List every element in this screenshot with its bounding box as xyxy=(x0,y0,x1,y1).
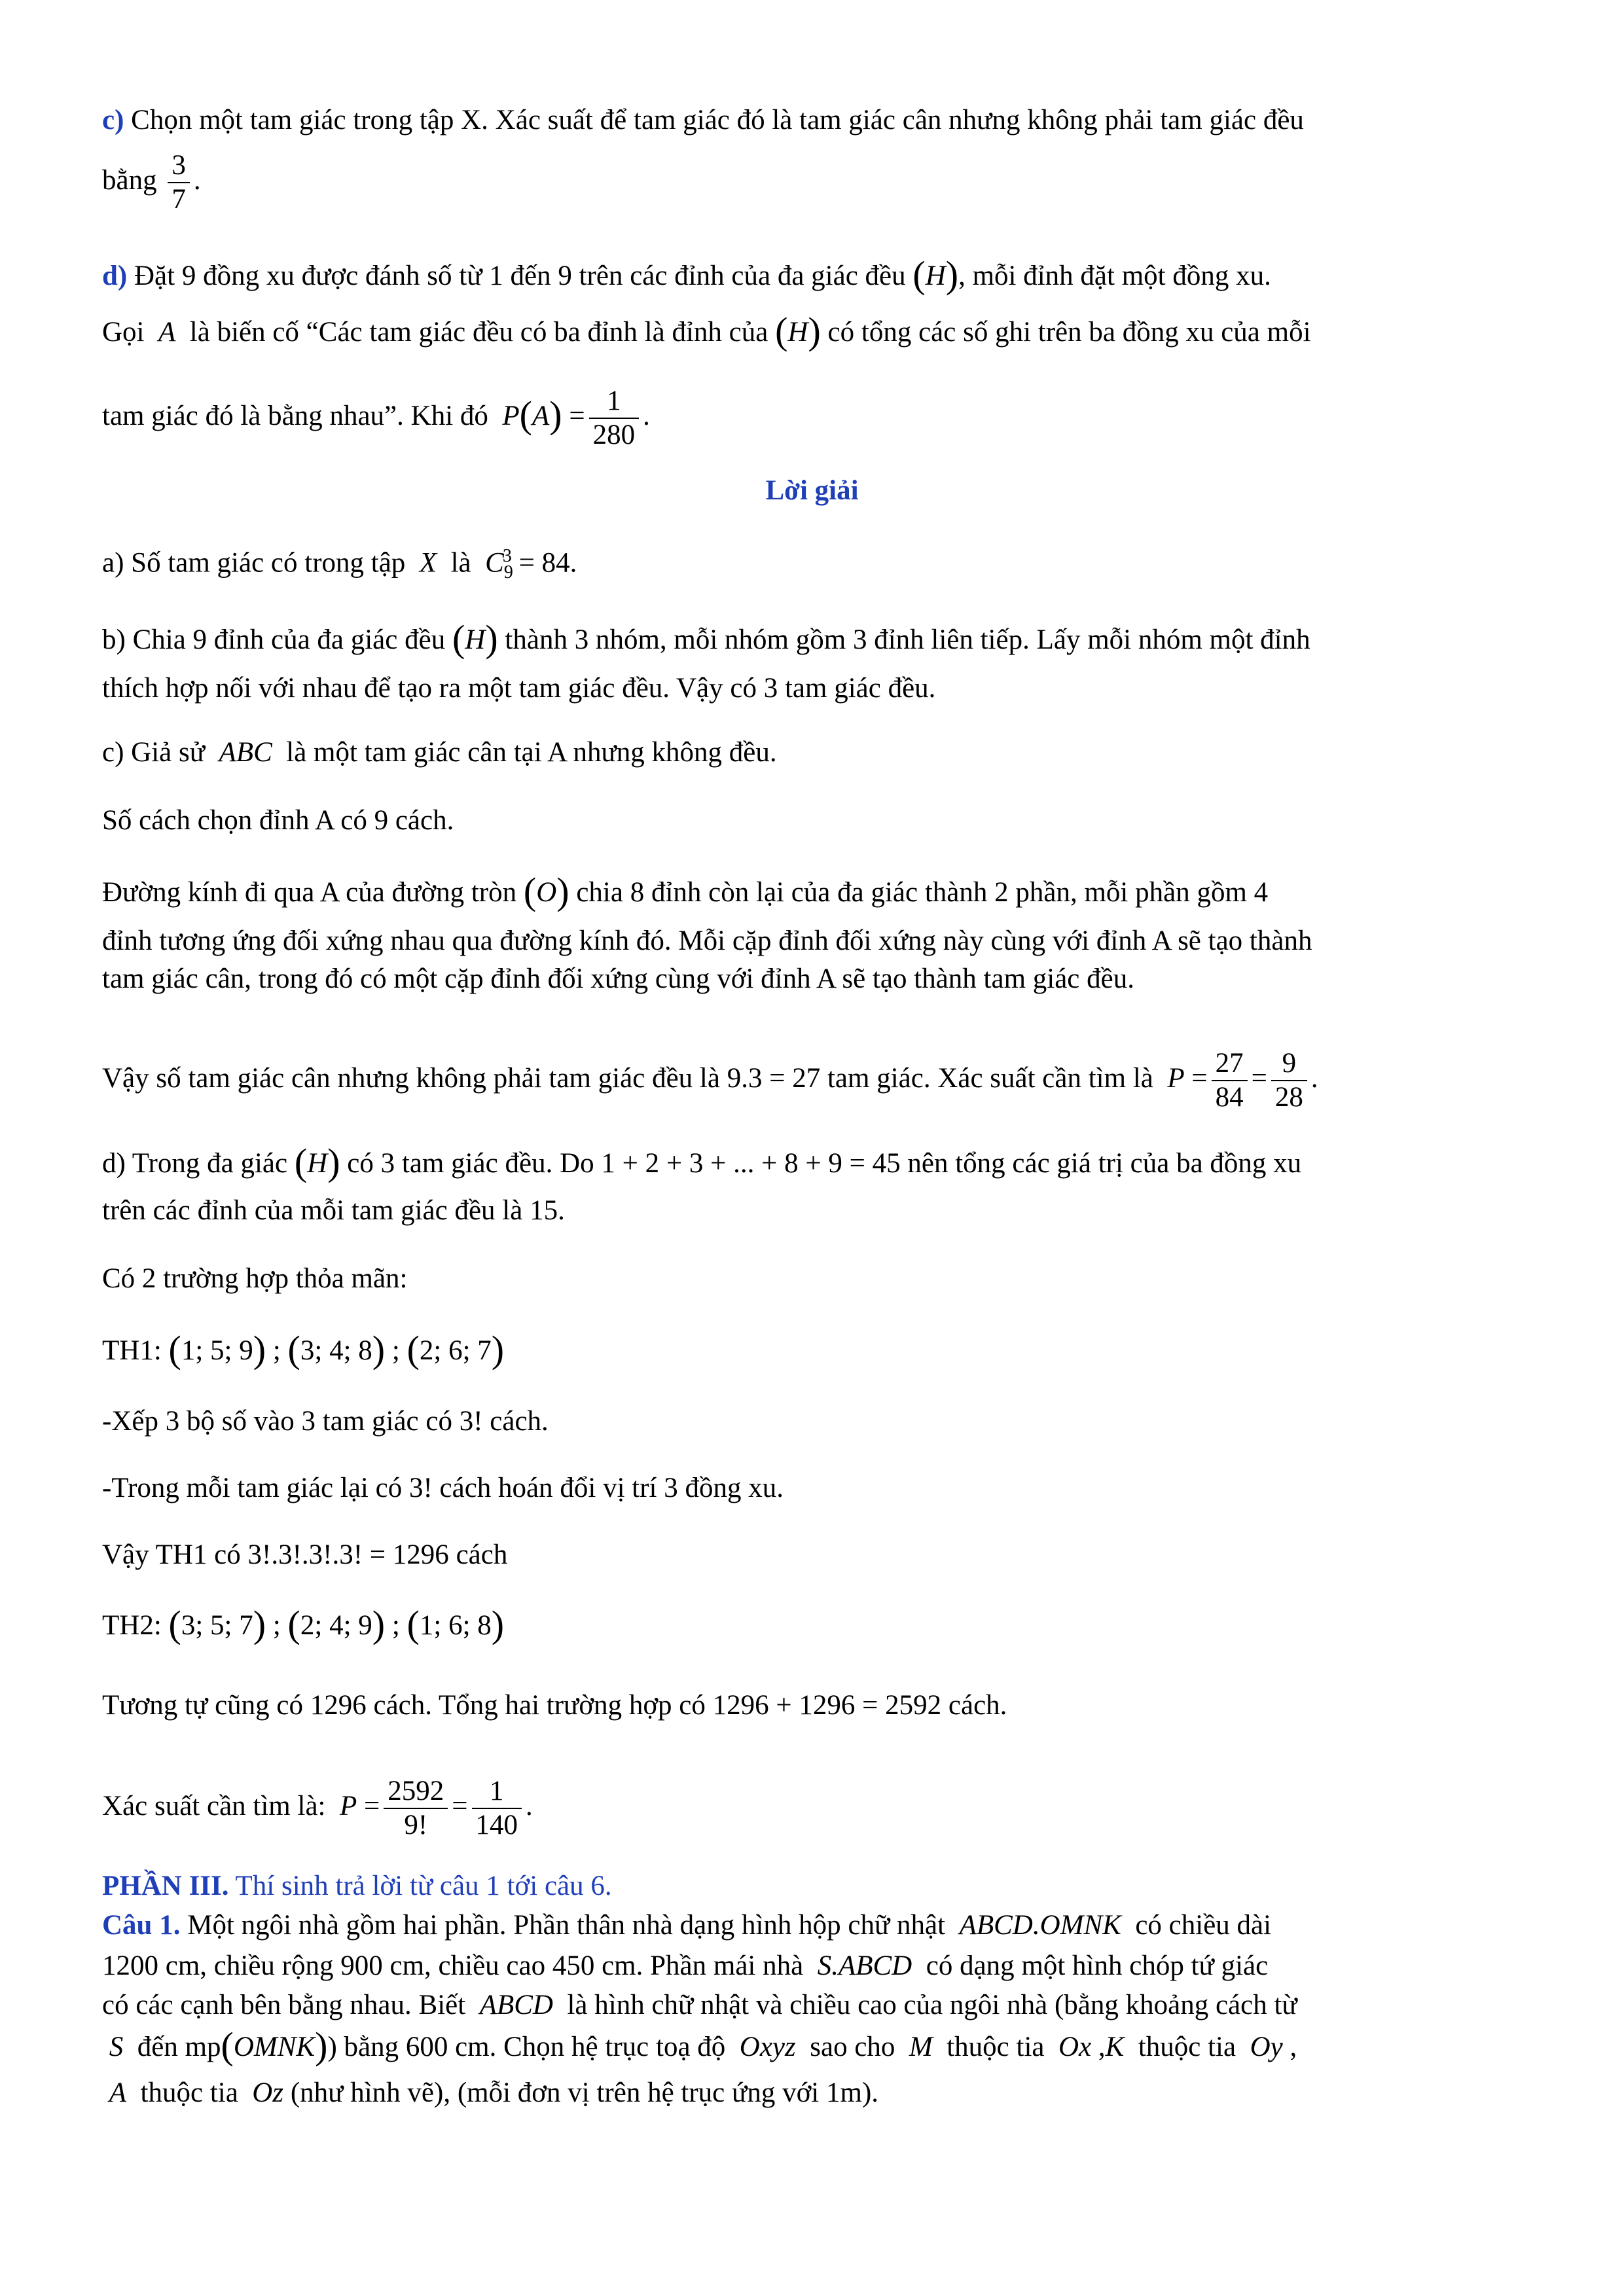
fraction-3-7 xyxy=(168,149,190,216)
cau1-width-label: , chiều rộng xyxy=(200,1950,334,1981)
part-d-khi-do: tam giác đó là bằng nhau”. Khi đó xyxy=(102,400,488,431)
part-d-goi: Gọi xyxy=(102,317,145,348)
part-3-label: PHẦN III. xyxy=(102,1871,229,1901)
part-d-sum: có tổng các số ghi trên ba đồng xu của mỗi xyxy=(827,317,1311,348)
fraction-27-84 xyxy=(1212,1047,1248,1114)
part-d-text-a: Đặt 9 đồng xu được đánh số từ 1 đến 9 trên các đỉnh của đa giác đều xyxy=(134,260,906,291)
sol-c-prob-text: tam giác. Xác suất cần tìm là xyxy=(827,1062,1153,1094)
cau1-sao-cho: sao cho xyxy=(810,2032,895,2062)
sol-d-th1-total-end: cách xyxy=(456,1539,508,1570)
frac-den: 28 xyxy=(1274,1082,1303,1113)
cau1-tia-1: thuộc tia xyxy=(947,2032,1045,2062)
part-c-line-2 xyxy=(102,149,201,216)
frac-num: 1 xyxy=(589,385,640,419)
cau1-length: 1200 xyxy=(102,1950,158,1981)
frac-num: 3 xyxy=(168,149,190,183)
sol-d-line-6: -Trong mỗi tam giác lại có 3! cách hoán đổi vị trí 3 đồng xu. xyxy=(102,1473,784,1503)
cau1-roof-text: có dạng một hình chóp tứ giác xyxy=(926,1950,1269,1981)
fraction-1-280 xyxy=(589,385,640,452)
frac-den: 280 xyxy=(592,420,636,450)
sol-d-total-expr: 1296 + 1296 = 2592 xyxy=(712,1690,942,1721)
cau1-line-4: S đến mp(OMNK)) bằng 600 cm. Chọn hệ trục toạ độ Oxyz sao cho M thuộc tia Ox ,K thuộc tia Oy , xyxy=(102,2024,1297,2067)
sol-d-sum-expr: 1 + 2 + 3 + ... + 8 + 9 = 45 xyxy=(601,1148,901,1179)
sol-d-line-3: Có 2 trường hợp thỏa mãn: xyxy=(102,1263,408,1294)
cau1-roof-label: . Phần mái nhà xyxy=(636,1950,804,1981)
frac-den: 9! xyxy=(404,1810,428,1840)
fraction-2592-9fact xyxy=(384,1775,448,1842)
part-d-text-b: , mỗi đỉnh đặt một đồng xu. xyxy=(958,260,1271,291)
sol-d-text-a: d) Trong đa giác xyxy=(102,1148,288,1179)
frac-num: 9 xyxy=(1271,1047,1307,1081)
cau1-width: 900 xyxy=(340,1950,383,1981)
part-d-line-2: Gọi A là biến cố “Các tam giác đều có ba đỉnh là đỉnh của (H) có tổng các số ghi trên ba đồng xu của mỗi xyxy=(102,310,1311,352)
frac-num: 2592 xyxy=(384,1775,448,1809)
part-c-label: c) xyxy=(102,105,124,135)
sol-c-circle-text: Đường kính đi qua A của đường tròn xyxy=(102,877,517,908)
part-c-prefix: bằng xyxy=(102,164,157,196)
sol-d-arrange-text: -Xếp 3 bộ số vào 3 tam giác có xyxy=(102,1406,452,1437)
th2-label: TH2: xyxy=(102,1610,162,1641)
solution-heading-text: Lời giải xyxy=(765,475,859,506)
sol-d-line-7 xyxy=(102,1537,507,1573)
sol-c-line-5: tam giác cân, trong đó có một cặp đỉnh đối xứng cùng với đỉnh A sẽ tạo thành tam giác đều. xyxy=(102,963,1134,994)
cau1-height: 450 xyxy=(552,1950,595,1981)
sol-b-text-b: thành 3 nhóm, mỗi nhóm gồm 3 đỉnh liên tiếp. Lấy mỗi nhóm một đỉnh xyxy=(505,624,1310,655)
sol-c-text-a: c) Giả sử xyxy=(102,737,206,768)
sol-a-mid: là xyxy=(450,547,471,579)
th1-label: TH1: xyxy=(102,1335,162,1366)
fraction-1-140 xyxy=(472,1775,522,1842)
sol-c-count-expr: 9.3 = 27 xyxy=(727,1062,821,1094)
sol-d-prob-text: Xác suất cần tìm là: xyxy=(102,1790,326,1821)
sol-a-text: a) Số tam giác có trong tập xyxy=(102,547,406,579)
cau1-label: Câu 1. xyxy=(102,1910,181,1941)
sol-d-th1-total-expr: 3!.3!.3!.3! = 1296 xyxy=(247,1539,449,1570)
cau1-text-d: là hình chữ nhật và chiều cao của ngôi nhà (bằng khoảng cách từ xyxy=(567,1990,1297,2020)
sol-c-line-6: Vậy số tam giác cân nhưng không phải tam giác đều là 9.3 = 27 tam giác. Xác suất cần tìm là P = $\frac{27}{84}$ = $\frac{9}{28}$ . xyxy=(102,1048,1318,1113)
sol-d-line-10: Xác suất cần tìm là: P = $\frac{2592}{9!}$ = $\frac{1}{140}$ . xyxy=(102,1776,533,1840)
th1-set-2: 3; 4; 8 xyxy=(300,1335,372,1366)
sol-b-text-a: b) Chia 9 đỉnh của đa giác đều xyxy=(102,624,446,655)
sol-c-text-b: là một tam giác cân tại A nhưng không đều. xyxy=(286,737,777,768)
sol-c-count-text: Vậy số tam giác cân nhưng không phải tam giác đều là xyxy=(102,1062,720,1094)
sol-b-line-1: b) Chia 9 đỉnh của đa giác đều (H) thành 3 nhóm, mỗi nhóm gồm 3 đỉnh liên tiếp. Lấy mỗi nhóm một đỉnh xyxy=(102,617,1310,660)
sol-c-line-4: đỉnh tương ứng đối xứng nhau qua đường kính đó. Mỗi cặp đỉnh đối xứng này cùng với đỉnh A sẽ tạo thành xyxy=(102,925,1312,956)
sol-d-text-b: có 3 tam giác đều. Do xyxy=(347,1148,594,1179)
sol-d-swap-text: -Trong mỗi tam giác lại có xyxy=(102,1473,403,1503)
sol-c-divide-text: chia 8 đỉnh còn lại của đa giác thành 2 phần, mỗi phần gồm 4 xyxy=(576,877,1269,908)
cau1-line-1: Câu 1. Một ngôi nhà gồm hai phần. Phần thân nhà dạng hình hộp chữ nhật ABCD.OMNK có chiều dài xyxy=(102,1910,1272,1941)
sol-d-total-text: Tương tự cũng có 1296 cách. Tổng hai trường hợp có xyxy=(102,1690,706,1721)
cau1-text-f: (như hình vẽ), (mỗi đơn vị trên hệ trục ứng với 1m). xyxy=(290,2077,879,2108)
cau1-line-5: A thuộc tia Oz (như hình vẽ), (mỗi đơn vị trên hệ trục ứng với 1m). xyxy=(102,2077,879,2108)
solution-heading xyxy=(0,473,1624,509)
sol-c-line-2: Số cách chọn đỉnh A có 9 cách. xyxy=(102,805,454,836)
period: . xyxy=(193,164,201,196)
sol-d-line-2: trên các đỉnh của mỗi tam giác đều là 15. xyxy=(102,1195,565,1226)
th2-set-1: 3; 5; 7 xyxy=(181,1610,253,1641)
cau1-text-a: Một ngôi nhà gồm hai phần. Phần thân nhà dạng hình hộp chữ nhật xyxy=(187,1910,946,1941)
part-3-text: Thí sinh trả lời từ câu 1 tới câu 6. xyxy=(235,1871,612,1901)
sol-d-arrange-end: cách. xyxy=(490,1406,549,1437)
sol-d-th1: TH1: (1; 5; 9) ; (3; 4; 8) ; (2; 6; 7) xyxy=(102,1328,505,1371)
sol-d-th2: TH2: (3; 5; 7) ; (2; 4; 9) ; (1; 6; 8) xyxy=(102,1603,505,1645)
sol-d-th1-total-text: Vậy TH1 có xyxy=(102,1539,241,1570)
sol-d-line-9 xyxy=(102,1687,1007,1724)
frac-den: 7 xyxy=(171,184,186,215)
th1-set-3: 2; 6; 7 xyxy=(419,1335,492,1366)
frac-den: 140 xyxy=(475,1810,518,1840)
th1-set-1: 1; 5; 9 xyxy=(181,1335,253,1366)
frac-num: 27 xyxy=(1212,1047,1248,1081)
fraction-9-28 xyxy=(1271,1047,1307,1114)
cau1-line-3: có các cạnh bên bằng nhau. Biết ABCD là hình chữ nhật và chiều cao của ngôi nhà (bằng khoảng cách từ xyxy=(102,1990,1297,2020)
sol-a-line: a) Số tam giác có trong tập X là $C_9^3 = 84$. xyxy=(102,546,577,583)
part-d-line-3: tam giác đó là bằng nhau”. Khi đó P(A) = $\frac{1}{280}$ . xyxy=(102,386,650,450)
cau1-text-b: có chiều dài xyxy=(1135,1910,1272,1941)
th2-set-2: 2; 4; 9 xyxy=(300,1610,372,1641)
cau1-tia-3: thuộc tia xyxy=(140,2077,238,2108)
cau1-plane-label: đến mp xyxy=(137,2032,221,2062)
sol-a-value: = 84. xyxy=(518,547,577,579)
sol-b-line-2: thích hợp nối với nhau để tạo ra một tam giác đều. Vậy có 3 tam giác đều. xyxy=(102,673,936,704)
cau1-line-2: 1200 cm, chiều rộng 900 cm, chiều cao 450 cm. Phần mái nhà S.ABCD có dạng một hình chóp tứ giác xyxy=(102,1950,1269,1981)
part-d-event: là biến cố “Các tam giác đều có ba đỉnh là đỉnh của xyxy=(189,317,768,348)
sol-d-line-5: -Xếp 3 bộ số vào 3 tam giác có 3! cách. xyxy=(102,1406,549,1437)
part-c-line-1 xyxy=(102,102,1304,139)
sol-d-total-end: cách. xyxy=(948,1690,1007,1721)
part-d-label: d) xyxy=(102,260,128,291)
frac-den: 84 xyxy=(1215,1082,1244,1113)
sol-d-line-1: d) Trong đa giác (H) có 3 tam giác đều. Do 1 + 2 + 3 + ... + 8 + 9 = 45 nên tổng các giá trị của ba đồng xu xyxy=(102,1141,1302,1183)
part-d-line-1: d) Đặt 9 đồng xu được đánh số từ 1 đến 9 trên các đỉnh của đa giác đều (H), mỗi đỉnh đặt một đồng xu. xyxy=(102,253,1271,296)
part-c-text: Chọn một tam giác trong tập X. Xác suất để tam giác đó là tam giác cân nhưng không phải tam giác đều xyxy=(131,105,1304,135)
sol-c-line-1: c) Giả sử ABC là một tam giác cân tại A nhưng không đều. xyxy=(102,737,777,768)
cau1-text-c: có các cạnh bên bằng nhau. Biết xyxy=(102,1990,466,2020)
frac-num: 1 xyxy=(472,1775,522,1809)
sol-d-text-c: nên tổng các giá trị của ba đồng xu xyxy=(907,1148,1302,1179)
cau1-height-label: , chiều cao xyxy=(424,1950,546,1981)
sol-d-swap-end: cách hoán đổi vị trí 3 đồng xu. xyxy=(439,1473,784,1503)
sol-c-line-3: Đường kính đi qua A của đường tròn (O) chia 8 đỉnh còn lại của đa giác thành 2 phần, mỗi phần gồm 4 xyxy=(102,870,1269,912)
part-3-line xyxy=(102,1868,612,1905)
cau1-text-e: ) bằng 600 cm. Chọn hệ trục toạ độ xyxy=(327,2032,726,2062)
th2-set-3: 1; 6; 8 xyxy=(419,1610,492,1641)
cau1-tia-2: thuộc tia xyxy=(1138,2032,1236,2062)
